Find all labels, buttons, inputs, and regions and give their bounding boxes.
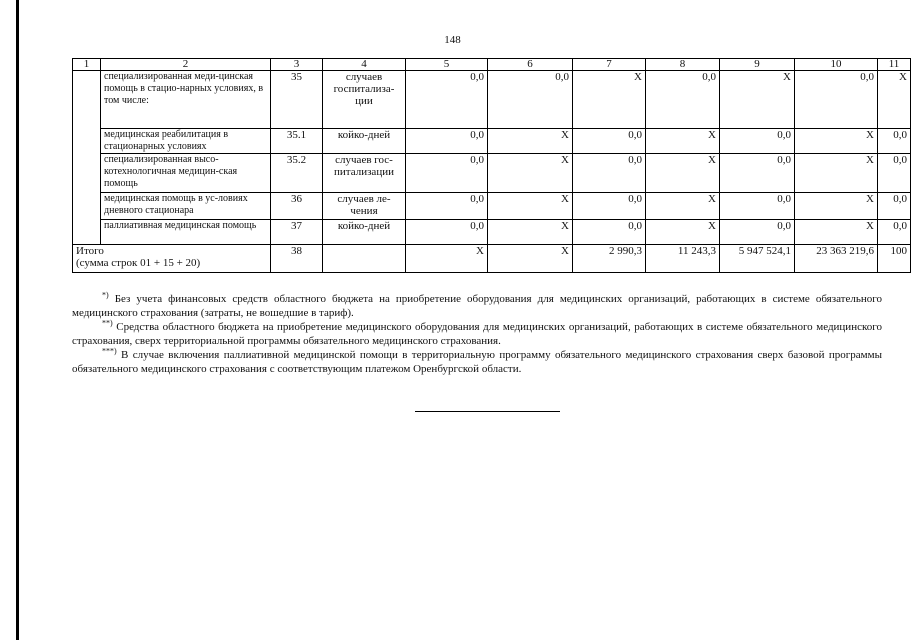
total-value: 100	[878, 245, 911, 273]
cell-value: Х	[488, 129, 573, 154]
table-row	[73, 193, 911, 220]
blank-cell	[73, 71, 101, 129]
total-value: Х	[406, 245, 488, 273]
cell-value: 0,0	[720, 129, 795, 154]
footnote-text: Средства областного бюджета на приобретение медицинского оборудования для медицинских организаций, работающих в системе обязательного медицинского страхования, сверх территориальной программы обязательного медицинского страхования.	[72, 321, 882, 347]
cell-value: 0,0	[406, 193, 488, 220]
cell-value: 0,0	[878, 220, 911, 245]
row-code: 37	[271, 220, 323, 245]
total-value: 5 947 524,1	[720, 245, 795, 273]
total-label-line2: (сумма строк 01 + 15 + 20)	[76, 257, 201, 269]
row-unit: койко-дней	[323, 129, 406, 154]
cell-value: Х	[795, 154, 878, 193]
row-unit: койко-дней	[323, 220, 406, 245]
cell-value: Х	[795, 129, 878, 154]
total-label	[73, 245, 271, 273]
col-header: 11	[878, 59, 911, 71]
total-unit	[323, 245, 406, 273]
total-value: 2 990,3	[573, 245, 646, 273]
row-name: паллиативная медицинская помощь	[101, 220, 271, 245]
total-label-line1: Итого	[76, 245, 104, 257]
cell-value: Х	[488, 193, 573, 220]
cell-value: Х	[878, 71, 911, 129]
row-unit: случаев гос-питализации	[323, 154, 406, 193]
cell-value: Х	[646, 154, 720, 193]
cell-value: 0,0	[878, 154, 911, 193]
table-row	[73, 220, 911, 245]
cell-value: Х	[646, 193, 720, 220]
cell-value: 0,0	[878, 129, 911, 154]
cell-value: Х	[795, 193, 878, 220]
cell-value: 0,0	[878, 193, 911, 220]
footnote-mark: ***)	[102, 346, 117, 356]
row-name: медицинская реабилитация в стационарных условиях	[101, 129, 271, 154]
blank-cell	[73, 129, 101, 154]
cell-value: 0,0	[406, 129, 488, 154]
col-header: 4	[323, 59, 406, 71]
table-row	[73, 129, 911, 154]
cell-value: Х	[488, 154, 573, 193]
row-unit: случаев ле-чения	[323, 193, 406, 220]
cell-value: Х	[573, 71, 646, 129]
cell-value: 0,0	[406, 220, 488, 245]
row-code: 35	[271, 71, 323, 129]
col-header: 9	[720, 59, 795, 71]
cell-value: 0,0	[573, 193, 646, 220]
cell-value: 0,0	[406, 154, 488, 193]
row-name: медицинская помощь в ус-ловиях дневного стационара	[101, 193, 271, 220]
cell-value: Х	[795, 220, 878, 245]
cell-value: 0,0	[573, 220, 646, 245]
cell-value: Х	[646, 129, 720, 154]
col-header: 1	[73, 59, 101, 71]
col-header: 2	[101, 59, 271, 71]
cell-value: 0,0	[406, 71, 488, 129]
footnote-text: В случае включения паллиативной медицинской помощи в территориальную программу обязательного медицинского страхования сверх базовой программы обязательного медицинского страхования с соответствующим платежом Оренбургской области.	[72, 349, 882, 375]
cell-value: 0,0	[720, 193, 795, 220]
cell-value: 0,0	[720, 220, 795, 245]
table-header-row	[73, 59, 911, 71]
footnote-text: Без учета финансовых средств областного бюджета на приобретение оборудования для медицинских организаций, работающих в системе обязательного медицинского страхования (затраты, не вошедшие в тариф).	[72, 293, 882, 319]
total-value: Х	[488, 245, 573, 273]
footnote	[72, 320, 882, 348]
total-value: 11 243,3	[646, 245, 720, 273]
page-number: 148	[444, 34, 461, 46]
cell-value: Х	[646, 220, 720, 245]
col-header: 7	[573, 59, 646, 71]
cell-value: 0,0	[720, 154, 795, 193]
col-header: 8	[646, 59, 720, 71]
blank-cell	[73, 154, 101, 193]
row-unit: случаев госпитализа-ции	[323, 71, 406, 129]
footnote	[72, 348, 882, 376]
cell-value: Х	[488, 220, 573, 245]
cell-value: 0,0	[573, 154, 646, 193]
footnote	[72, 292, 882, 320]
row-code: 35.1	[271, 129, 323, 154]
col-header: 3	[271, 59, 323, 71]
row-name: специализированная меди-цинская помощь в стацио-нарных условиях, в том числе:	[101, 71, 271, 129]
footnotes	[72, 292, 882, 376]
total-row	[73, 245, 911, 273]
cell-value: 0,0	[573, 129, 646, 154]
data-table	[72, 58, 911, 273]
blank-cell	[73, 193, 101, 220]
cell-value: 0,0	[795, 71, 878, 129]
table-row	[73, 71, 911, 129]
cell-value: 0,0	[488, 71, 573, 129]
row-code: 35.2	[271, 154, 323, 193]
col-header: 10	[795, 59, 878, 71]
closing-rule	[415, 411, 560, 412]
row-name: специализированная высо-котехнологичная медицин-ская помощь	[101, 154, 271, 193]
cell-value: 0,0	[646, 71, 720, 129]
total-code: 38	[271, 245, 323, 273]
footnote-mark: **)	[102, 318, 113, 328]
col-header: 5	[406, 59, 488, 71]
col-header: 6	[488, 59, 573, 71]
row-code: 36	[271, 193, 323, 220]
table-row	[73, 154, 911, 193]
cell-value: Х	[720, 71, 795, 129]
blank-cell	[73, 220, 101, 245]
page-edge-bar	[16, 0, 19, 640]
footnote-mark: *)	[102, 290, 109, 300]
total-value: 23 363 219,6	[795, 245, 878, 273]
